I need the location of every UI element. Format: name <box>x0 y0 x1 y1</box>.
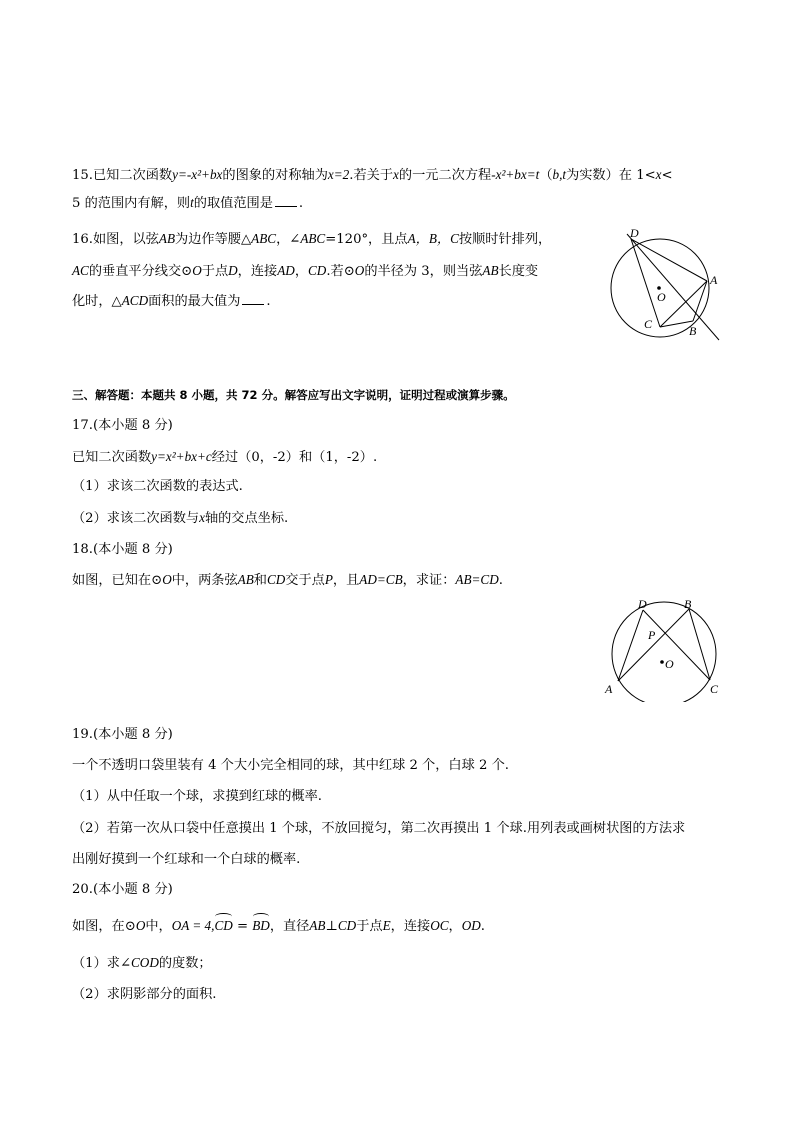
q20-angle: COD <box>131 955 159 970</box>
q16-text: =120°，且点 <box>325 232 408 247</box>
q16-figure <box>600 226 730 346</box>
q15-function: y=-x²+bx <box>172 167 223 182</box>
q18-circle <box>612 602 716 702</box>
q16-abc: ABC <box>251 231 277 246</box>
q16-line1 <box>72 230 551 249</box>
q20-text: . <box>480 919 485 934</box>
q16-text: 长度变 <box>498 264 539 279</box>
q16-d: D <box>228 263 238 278</box>
q20-text: ， <box>448 919 462 934</box>
q18-text: ，求证： <box>402 573 456 588</box>
q16-line2 <box>72 262 538 281</box>
q20-text: 如图，在⊙ <box>72 919 136 934</box>
q17-var-x: x <box>199 510 205 525</box>
q18-ab: AB <box>237 572 254 587</box>
q18-cd: CD <box>266 572 286 587</box>
q20-arc-bd: BD <box>252 918 270 933</box>
q15-equation: -x²+bx=t <box>491 167 540 182</box>
q19-part2-line1: （2）若第一次从口袋中任意摸出 1 个球，不放回搅匀，第二次再摸出 1 个球.用列表或画树状图的方法求 <box>72 821 686 836</box>
q20-text: ，直径 <box>269 919 310 934</box>
q20-od: OD <box>461 918 481 933</box>
q16-o: O <box>192 263 202 278</box>
section3-text: 小题，共 <box>187 388 242 402</box>
q20-text: 于点 <box>356 919 383 934</box>
q16-ac: AC <box>72 263 89 278</box>
q18-text: 如图，已知在⊙ <box>72 573 163 588</box>
q18-stem <box>72 571 503 590</box>
q15-text: 为实数）在 1< <box>566 168 656 183</box>
q16-text: 的垂直平分线交⊙ <box>88 264 193 279</box>
section3-heading <box>72 386 515 404</box>
q15-text: （ <box>539 168 553 183</box>
q18-label-o: O <box>665 657 674 671</box>
q17-part2 <box>72 509 288 528</box>
q16-line-ab <box>693 281 707 321</box>
q17-text: （2）求该二次函数与 <box>72 511 200 526</box>
section3-text: 三、解答题：本题共 <box>72 388 180 402</box>
q15-vars: b,t <box>552 167 567 182</box>
q15-var-x2: x <box>655 167 662 182</box>
q16-ad: AD <box>277 263 295 278</box>
q18-o: O <box>162 572 172 587</box>
q19-stem: 一个不透明口袋里装有 4 个大小完全相同的球，其中红球 2 个，白球 2 个. <box>72 758 509 773</box>
q20-part1 <box>72 954 212 973</box>
q16-label-o: O <box>657 290 666 304</box>
q20-title: 20.(本小题 8 分) <box>72 882 173 897</box>
q15-text: 15.已知二次函数 <box>72 168 173 183</box>
q16-text: 化时，△ <box>72 294 122 309</box>
q18-line-ad <box>618 610 643 681</box>
q17-function: y=x²+bx+c <box>151 449 212 464</box>
q16-ab: AB <box>158 231 176 246</box>
q19-part2-line2: 出刚好摸到一个红球和一个白球的概率. <box>72 852 301 867</box>
q17-title: 17.(本小题 8 分) <box>72 418 173 433</box>
q18-text: . <box>498 573 503 588</box>
q16-label-a: A <box>710 273 718 287</box>
q16-text: ，连接 <box>237 264 278 279</box>
q20-o: O <box>135 918 146 933</box>
q16-cd: CD <box>308 263 327 278</box>
q18-text: ，且 <box>332 573 360 588</box>
q15-axis: x=2 <box>327 167 350 182</box>
q18-text: 交于点 <box>285 573 325 588</box>
q16-o2: O <box>354 263 365 278</box>
q15-line2 <box>72 194 303 213</box>
section3-count: 8 <box>179 388 188 402</box>
q20-diameter: AB⊥CD <box>309 918 357 933</box>
q16-label-c: C <box>644 317 653 331</box>
q15-text: 的图象的对称轴为 <box>222 168 328 183</box>
q16-text: ，∠ <box>276 232 301 247</box>
q15-text: 的一元二次方程 <box>398 168 492 183</box>
q16-points: A，B，C <box>407 231 459 246</box>
q16-label-d: D <box>630 226 639 240</box>
q20-stem <box>72 917 485 936</box>
q16-text: 按顺时针排列， <box>458 232 552 247</box>
q16-text: .若⊙ <box>326 264 355 279</box>
q20-oc: OC <box>430 918 449 933</box>
q18-label-a: A <box>605 682 613 696</box>
q20-text: = <box>232 919 253 934</box>
q19-part1: （1）从中任取一个球，求摸到红球的概率. <box>72 789 322 804</box>
q16-line3 <box>72 292 271 311</box>
q19-title: 19.(本小题 8 分) <box>72 727 173 742</box>
q20-oa: OA = 4, <box>171 918 215 933</box>
q18-text: 和 <box>253 573 267 588</box>
q20-text: 中， <box>145 919 172 934</box>
q15-var-t: t <box>190 195 194 210</box>
q16-text: . <box>266 294 271 309</box>
q15-text: .若关于 <box>349 168 394 183</box>
q15-text: 5 的范围内有解，则 <box>72 196 191 211</box>
q18-prove: AB=CD <box>455 572 499 587</box>
q18-line-ab <box>618 609 689 681</box>
q20-e: E <box>382 918 391 933</box>
q17-stem <box>72 448 377 467</box>
q18-title: 18.(本小题 8 分) <box>72 542 173 557</box>
q16-text: 为边作等腰△ <box>175 232 252 247</box>
q16-text: 16.如图，以弦 <box>72 232 159 247</box>
q16-text: 的半径为 3，则当弦 <box>364 264 483 279</box>
q16-answer-blank[interactable] <box>242 292 264 305</box>
q20-part2: （2）求阴影部分的面积. <box>72 987 217 1002</box>
section3-points: 72 <box>241 388 258 402</box>
q18-label-p: P <box>648 628 656 642</box>
section3-text: 分。解答应写出文字说明，证明过程或演算步骤。 <box>257 388 515 402</box>
q16-angle: ABC <box>300 231 326 246</box>
q17-part1: （1）求该二次函数的表达式. <box>72 479 243 494</box>
q16-text: 面积的最大值为 <box>148 294 241 309</box>
q15-answer-blank[interactable] <box>275 194 297 207</box>
q15-text: . <box>298 196 304 211</box>
q18-center-dot <box>660 660 664 664</box>
q15-text: < <box>661 168 673 183</box>
q17-text: 经过（0，-2）和（1，-2）. <box>211 450 378 465</box>
q18-label-c: C <box>710 682 719 696</box>
q20-text: 的度数； <box>158 956 212 971</box>
q15-line1 <box>72 166 673 185</box>
q20-text: ，连接 <box>390 919 431 934</box>
q18-p: P <box>324 572 333 587</box>
q16-label-b: B <box>689 324 697 338</box>
q17-text: 已知二次函数 <box>72 450 152 465</box>
q18-text: 中，两条弦 <box>171 573 238 588</box>
q18-given: AD=CB <box>359 572 403 587</box>
q16-line-ca <box>660 281 707 327</box>
q16-ab2: AB <box>482 263 499 278</box>
q20-text: （1）求∠ <box>72 956 132 971</box>
q20-arc-cd: CD <box>214 918 233 933</box>
q15-var-x: x <box>393 167 399 182</box>
q16-acd: ACD <box>121 293 149 308</box>
q18-label-b: B <box>684 597 692 611</box>
q18-figure <box>598 596 728 702</box>
q16-text: 于点 <box>201 264 229 279</box>
q18-label-d: D <box>638 597 647 611</box>
q17-text: 轴的交点坐标. <box>204 511 289 526</box>
q15-text: 的取值范围是 <box>193 196 273 211</box>
q16-text: ， <box>294 264 309 279</box>
